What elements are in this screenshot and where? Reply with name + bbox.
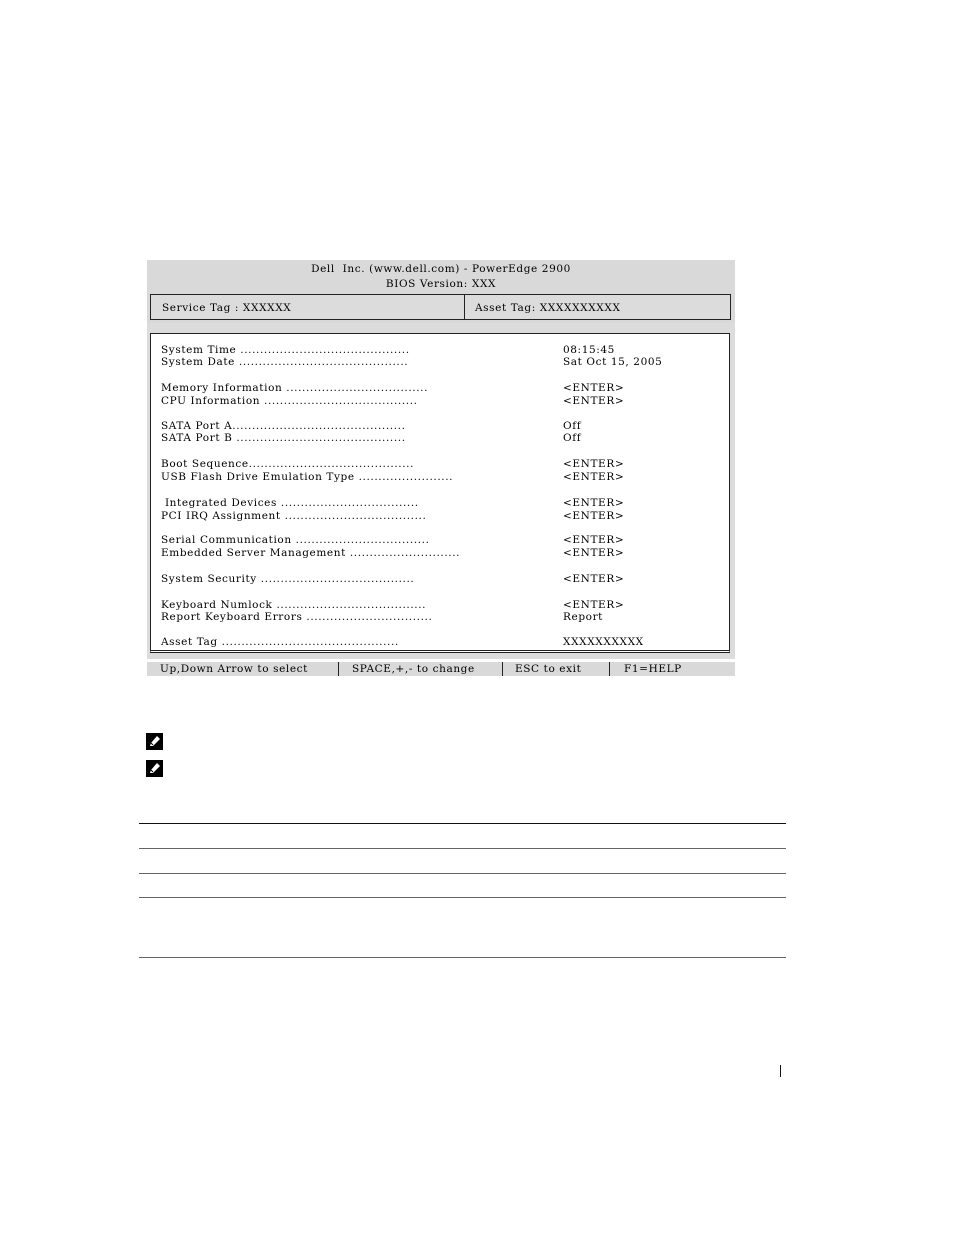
option-system-time[interactable] [161,344,615,356]
option-label: System Time ........................................... [161,344,410,356]
table-rule-top [139,823,786,824]
option-value: <ENTER> [563,599,625,611]
bios-options-list [150,333,730,653]
bios-key-help-bar [147,662,735,676]
option-label: PCI IRQ Assignment .................................... [161,510,427,522]
hint-divider [609,662,610,676]
option-label: SATA Port A............................................ [161,420,406,432]
option-value: <ENTER> [563,471,625,483]
option-keyboard-numlock[interactable] [161,599,625,611]
page-number-divider [780,1065,781,1077]
option-value: Report [563,611,604,623]
option-embedded-server-management[interactable] [161,547,625,559]
option-label: USB Flash Drive Emulation Type ........................ [161,471,454,483]
hint-exit: ESC to exit [515,663,582,675]
option-value: Off [563,420,582,432]
option-cpu-information[interactable] [161,395,625,407]
bios-setup-screen [147,260,735,675]
option-label: Integrated Devices ................................... [161,497,419,509]
option-label: Serial Communication .................................. [161,534,430,546]
table-rule [139,848,786,849]
option-label: CPU Information ....................................... [161,395,418,407]
option-memory-information[interactable] [161,382,625,394]
hint-divider [338,662,339,676]
option-value: <ENTER> [563,573,625,585]
option-value: <ENTER> [563,382,625,394]
option-value: <ENTER> [563,458,625,470]
option-label: Report Keyboard Errors ................................ [161,611,433,623]
option-serial-communication[interactable] [161,534,625,546]
option-label: Embedded Server Management ............................ [161,547,461,559]
table-rule-bottom [139,957,786,958]
option-system-date[interactable] [161,356,663,368]
option-integrated-devices[interactable] [161,497,625,509]
bios-main-panel [147,323,735,659]
service-tag-field: Service Tag : XXXXXX [150,294,465,320]
option-boot-sequence[interactable] [161,458,625,470]
option-sata-port-a[interactable] [161,420,582,432]
option-value: Sat Oct 15, 2005 [563,356,663,368]
bios-header [147,260,735,323]
table-rule [139,873,786,874]
option-label: Boot Sequence.......................................... [161,458,415,470]
option-value: <ENTER> [563,534,625,546]
bios-title: Dell Inc. (www.dell.com) - PowerEdge 2900 [311,263,571,275]
option-system-security[interactable] [161,573,625,585]
hint-change: SPACE,+,- to change [352,663,475,675]
table-rule [139,897,786,898]
option-sata-port-b[interactable] [161,432,582,444]
option-label: SATA Port B ........................................... [161,432,406,444]
bios-version: BIOS Version: XXX [385,278,497,290]
option-pci-irq-assignment[interactable] [161,510,625,522]
option-report-keyboard-errors[interactable] [161,611,604,623]
hint-help: F1=HELP [624,663,682,675]
hint-select: Up,Down Arrow to select [160,663,308,675]
option-value: <ENTER> [563,497,625,509]
hint-divider [502,662,503,676]
note-pencil-icon [146,760,163,777]
option-label: Memory Information .................................... [161,382,429,394]
option-value: <ENTER> [563,395,625,407]
option-usb-flash-emulation[interactable] [161,471,625,483]
asset-tag-field: Asset Tag: XXXXXXXXXX [464,294,731,320]
option-label: System Security ....................................... [161,573,415,585]
option-value: <ENTER> [563,510,625,522]
option-asset-tag[interactable] [161,636,644,648]
option-label: Asset Tag ............................................. [161,636,399,648]
option-value: 08:15:45 [563,344,615,356]
option-value: XXXXXXXXXX [563,636,644,648]
note-pencil-icon [146,733,163,750]
option-label: System Date ........................................... [161,356,409,368]
option-value: <ENTER> [563,547,625,559]
option-value: Off [563,432,582,444]
option-label: Keyboard Numlock ...................................... [161,599,427,611]
